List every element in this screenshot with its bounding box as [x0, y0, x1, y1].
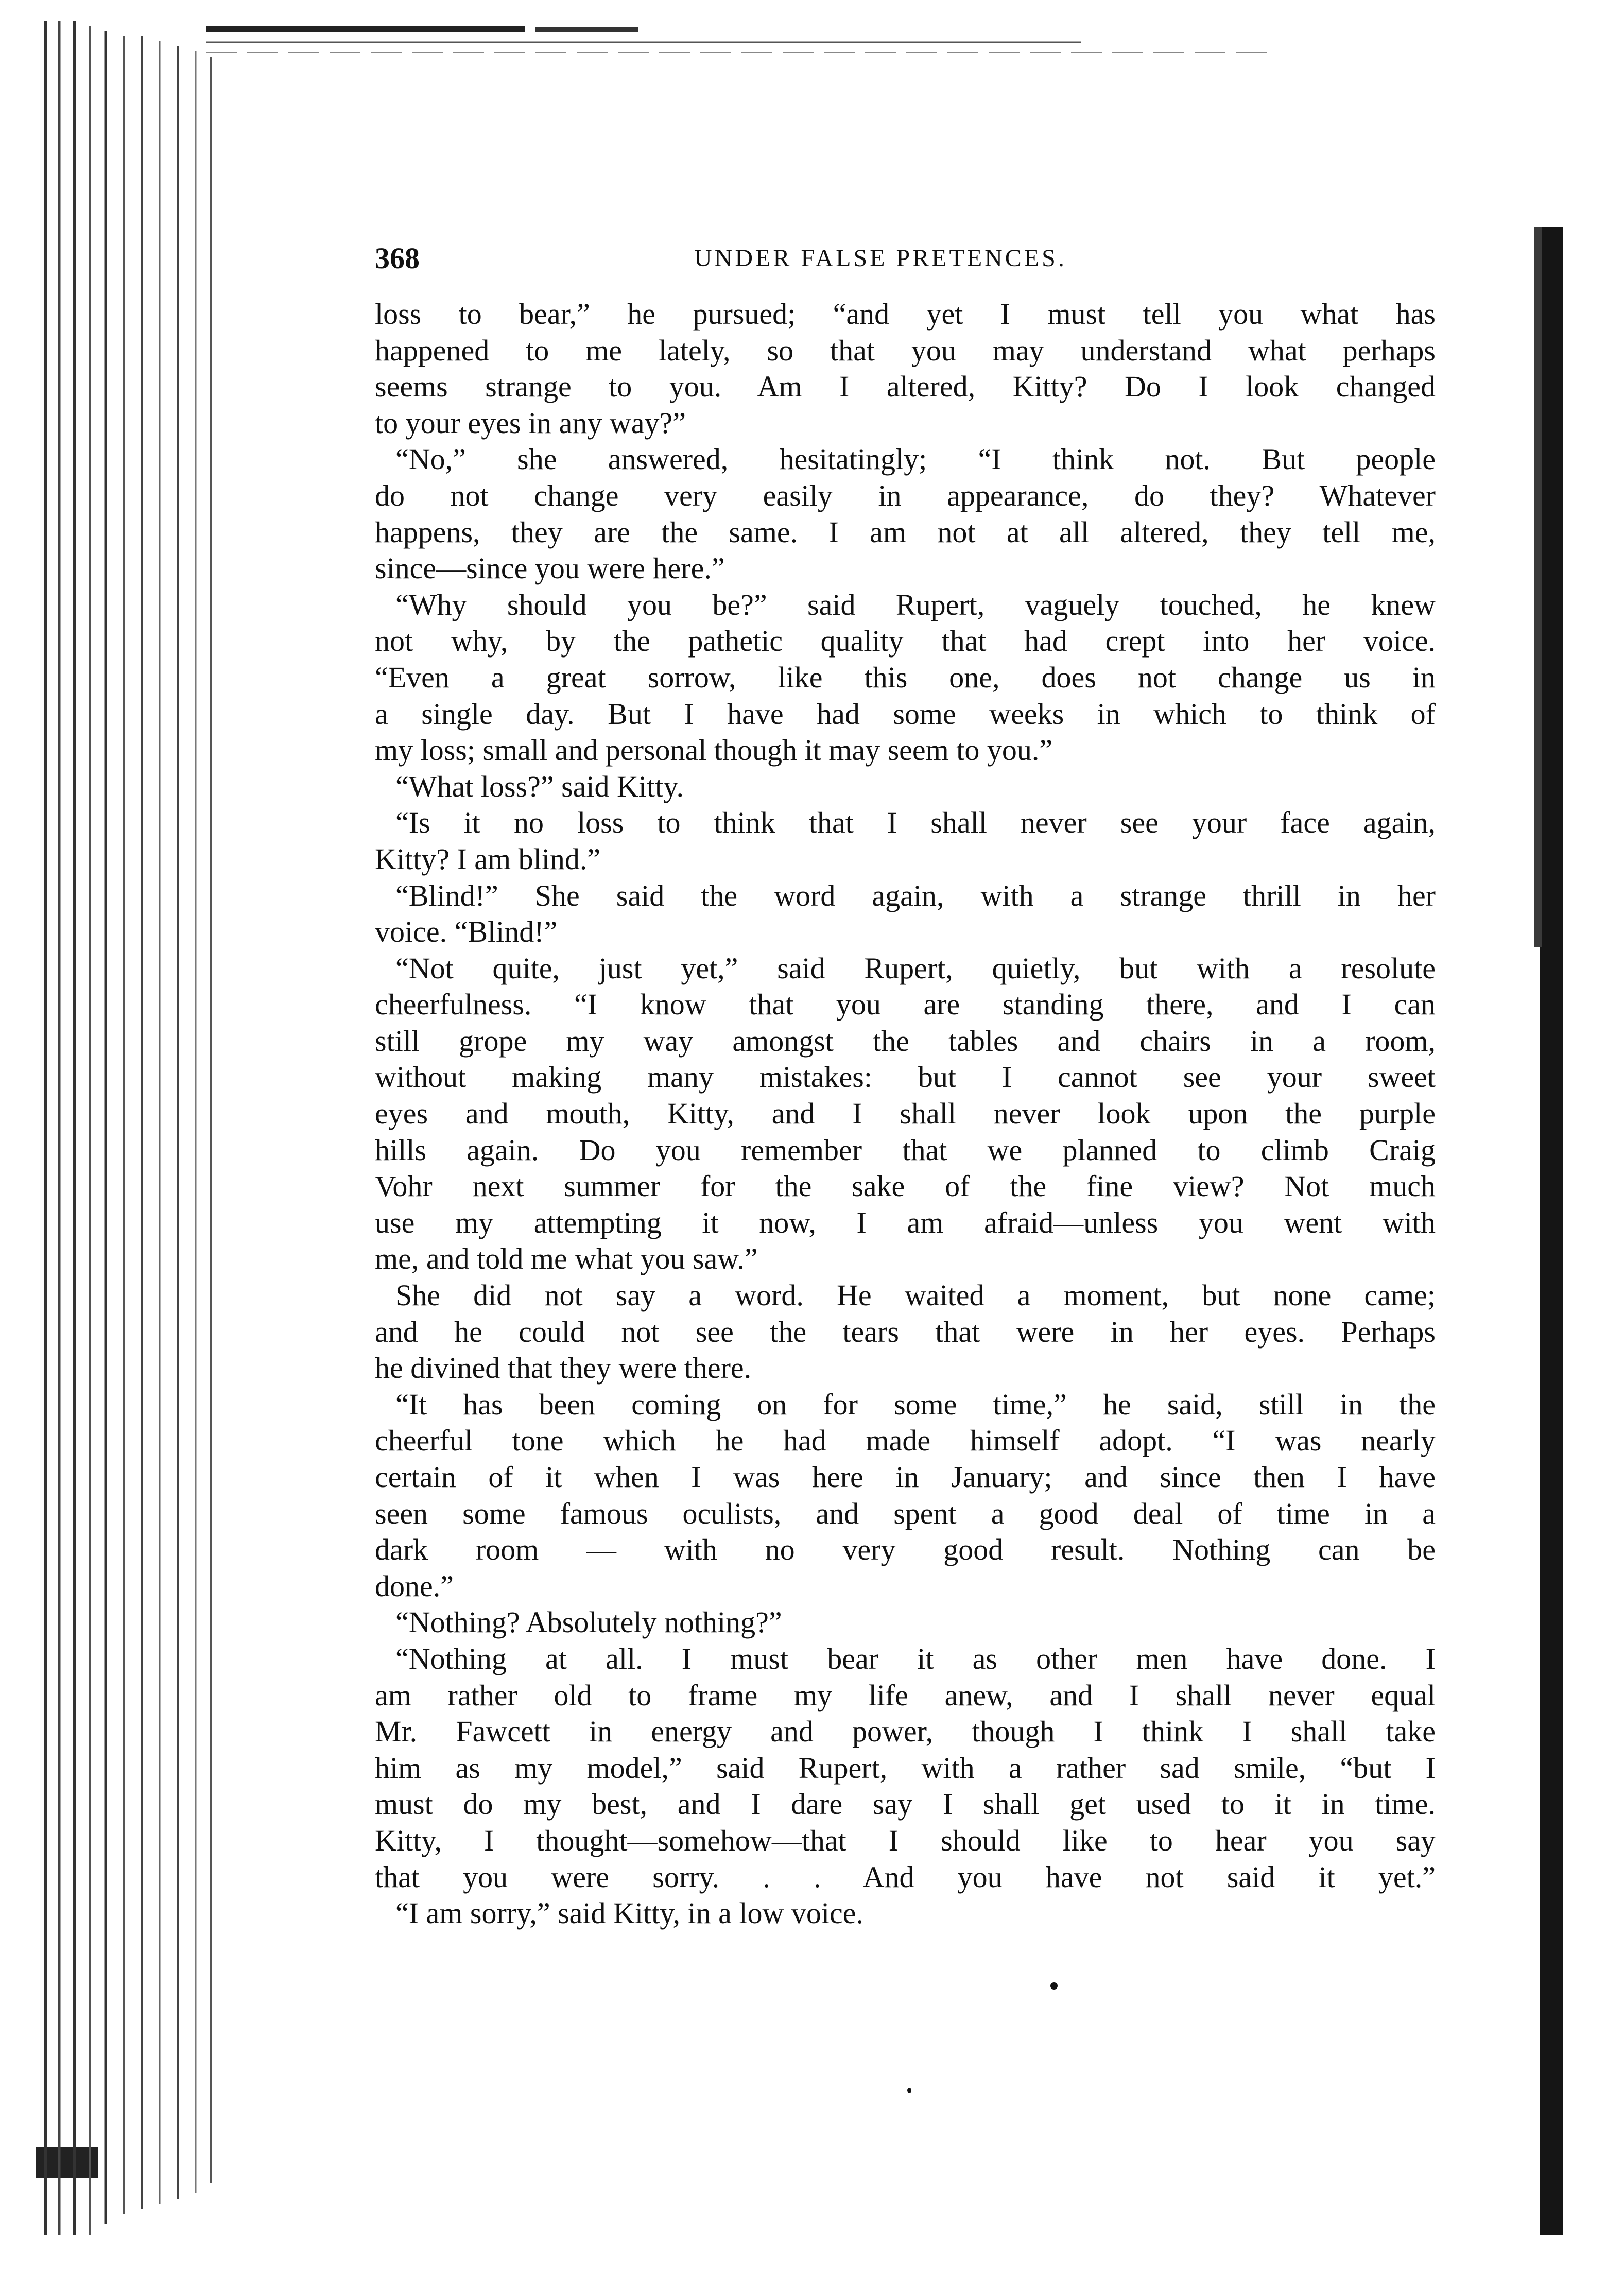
text-line: not why, by the pathetic quality that had crept into her voice. [375, 624, 1436, 658]
text-line: dark room — with no very good result. Nothing can be [375, 1533, 1436, 1567]
top-edge-decoration [206, 26, 1287, 57]
text-line: Mr. Fawcett in energy and power, though I think I shall take [375, 1715, 1436, 1749]
ink-speck [1050, 1982, 1058, 1990]
text-line: “Is it no loss to think that I shall never see your face again, [395, 806, 1436, 840]
text-line: without making many mistakes: but I cannot see your sweet [375, 1060, 1436, 1094]
text-line: “Not quite, just yet,” said Rupert, quietly, but with a resolute [395, 951, 1436, 985]
text-line: She did not say a word. He waited a moment, but none came; [395, 1278, 1436, 1312]
text-line: happened to me lately, so that you may understand what perhaps [375, 333, 1436, 367]
text-line: still grope my way amongst the tables and chairs in a room, [375, 1024, 1436, 1058]
ink-speck [907, 2088, 911, 2093]
text-line: to your eyes in any way?” [375, 406, 686, 440]
running-header [375, 241, 1353, 277]
text-line: “Nothing? Absolutely nothing?” [395, 1605, 782, 1639]
text-line: “Blind!” She said the word again, with a strange thrill in her [395, 878, 1436, 912]
text-line: do not change very easily in appearance, do they? Whatever [375, 478, 1436, 512]
text-line: “No,” she answered, hesitatingly; “I think not. But people [395, 442, 1436, 476]
text-line: that you were sorry. . . And you have not said it yet.” [375, 1860, 1436, 1894]
text-line: cheerful tone which he had made himself adopt. “I was nearly [375, 1424, 1436, 1458]
text-line: “Nothing at all. I must bear it as other men have done. I [395, 1641, 1436, 1675]
book-edge-decoration [36, 21, 221, 2260]
text-line: must do my best, and I dare say I shall get used to it in time. [375, 1787, 1436, 1821]
text-line: “It has been coming on for some time,” he said, still in the [395, 1387, 1436, 1421]
text-line: eyes and mouth, Kitty, and I shall never look upon the purple [375, 1097, 1436, 1131]
text-line: Kitty? I am blind.” [375, 842, 601, 876]
text-line: “Why should you be?” said Rupert, vaguely touched, he knew [395, 587, 1436, 621]
text-line: he divined that they were there. [375, 1351, 752, 1385]
text-line: Vohr next summer for the sake of the fine view? Not much [375, 1169, 1436, 1203]
text-line: and he could not see the tears that were in her eyes. Perhaps [375, 1315, 1436, 1349]
running-title: UNDER FALSE PRETENCES. [694, 245, 1067, 272]
text-line: him as my model,” said Rupert, with a rather sad smile, “but I [375, 1751, 1436, 1785]
text-line: a single day. But I have had some weeks in which to think of [375, 697, 1436, 731]
page-number: 368 [375, 241, 420, 275]
body-text [375, 296, 1436, 1932]
text-line: am rather old to frame my life anew, and I shall never equal [375, 1678, 1436, 1712]
text-line: Kitty, I thought—somehow—that I should like to hear you say [375, 1823, 1436, 1857]
text-line: “Even a great sorrow, like this one, does not change us in [375, 660, 1436, 694]
text-line: happens, they are the same. I am not at all altered, they tell me, [375, 515, 1436, 549]
text-line: me, and told me what you saw.” [375, 1242, 758, 1276]
text-line: seems strange to you. Am I altered, Kitty? Do I look changed [375, 370, 1436, 404]
text-line: cheerfulness. “I know that you are standing there, and I can [375, 988, 1436, 1022]
text-line: done.” [375, 1569, 454, 1603]
text-line: hills again. Do you remember that we planned to climb Craig [375, 1133, 1436, 1167]
text-line: my loss; small and personal though it may seem to you.” [375, 733, 1053, 767]
text-line: certain of it when I was here in January; and since then I have [375, 1460, 1436, 1494]
text-line: voice. “Blind!” [375, 915, 558, 949]
text-line: since—since you were here.” [375, 551, 725, 585]
text-line: use my attempting it now, I am afraid—unless you went with [375, 1205, 1436, 1239]
text-line: “I am sorry,” said Kitty, in a low voice. [395, 1896, 863, 1930]
text-line: seen some famous oculists, and spent a good deal of time in a [375, 1496, 1436, 1530]
right-edge-decoration [1524, 227, 1565, 2235]
text-line: loss to bear,” he pursued; “and yet I must tell you what has [375, 297, 1436, 331]
text-line: “What loss?” said Kitty. [395, 769, 684, 803]
